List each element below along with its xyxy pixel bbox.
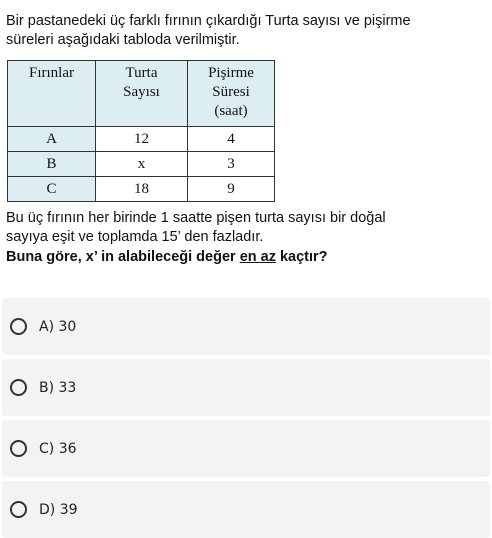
table-row bbox=[8, 152, 275, 177]
cell-oven: B bbox=[8, 152, 96, 177]
table-row bbox=[8, 177, 275, 202]
intro-line-2: süreleri aşağıdaki tabloda verilmiştir. bbox=[6, 31, 240, 48]
option-label: D) 39 bbox=[39, 501, 78, 518]
question-text bbox=[6, 12, 486, 49]
answer-option-c[interactable] bbox=[2, 420, 490, 477]
table-header-row bbox=[8, 61, 275, 127]
ovens-table bbox=[7, 60, 275, 202]
answer-option-b[interactable] bbox=[2, 359, 490, 416]
prompt-emphasis: en az bbox=[239, 249, 276, 265]
question-prompt bbox=[6, 248, 486, 267]
cell-hours: 3 bbox=[188, 152, 275, 177]
cell-hours: 4 bbox=[188, 127, 275, 152]
prompt-before: Buna göre, x’ in alabileceği değer bbox=[6, 249, 240, 265]
radio-icon[interactable] bbox=[10, 440, 27, 457]
intro-line-1: Bir pastanedeki üç farklı fırının çıkardığı Turta sayısı ve pişirme bbox=[6, 13, 411, 29]
radio-icon[interactable] bbox=[10, 379, 27, 396]
prompt-after: kaçtır? bbox=[275, 249, 328, 265]
cell-pies: x bbox=[96, 152, 188, 177]
cell-oven: A bbox=[8, 127, 96, 152]
header-baking-time: Pişirme Süresi (saat) bbox=[188, 61, 275, 127]
radio-icon[interactable] bbox=[10, 318, 27, 335]
answer-option-a[interactable] bbox=[2, 298, 490, 355]
cell-pies: 12 bbox=[96, 127, 188, 152]
condition-line-1: Bu üç fırının her birinde 1 saatte pişen turta sayısı bir doğal bbox=[6, 210, 386, 226]
condition-line-2: sayıya eşit ve toplamda 15’ den fazladır. bbox=[6, 229, 264, 245]
cell-oven: C bbox=[8, 177, 96, 202]
answer-option-d[interactable] bbox=[2, 481, 490, 538]
table-row bbox=[8, 127, 275, 152]
cell-hours: 9 bbox=[188, 177, 275, 202]
condition-text bbox=[6, 209, 486, 247]
radio-icon[interactable] bbox=[10, 501, 27, 518]
question-intro bbox=[6, 12, 486, 49]
option-label: B) 33 bbox=[39, 379, 77, 396]
option-label: C) 36 bbox=[39, 440, 77, 457]
option-label: A) 30 bbox=[39, 318, 77, 335]
header-ovens: Fırınlar bbox=[8, 61, 96, 127]
cell-pies: 18 bbox=[96, 177, 188, 202]
question-condition bbox=[6, 209, 486, 267]
header-pie-count: Turta Sayısı bbox=[96, 61, 188, 127]
